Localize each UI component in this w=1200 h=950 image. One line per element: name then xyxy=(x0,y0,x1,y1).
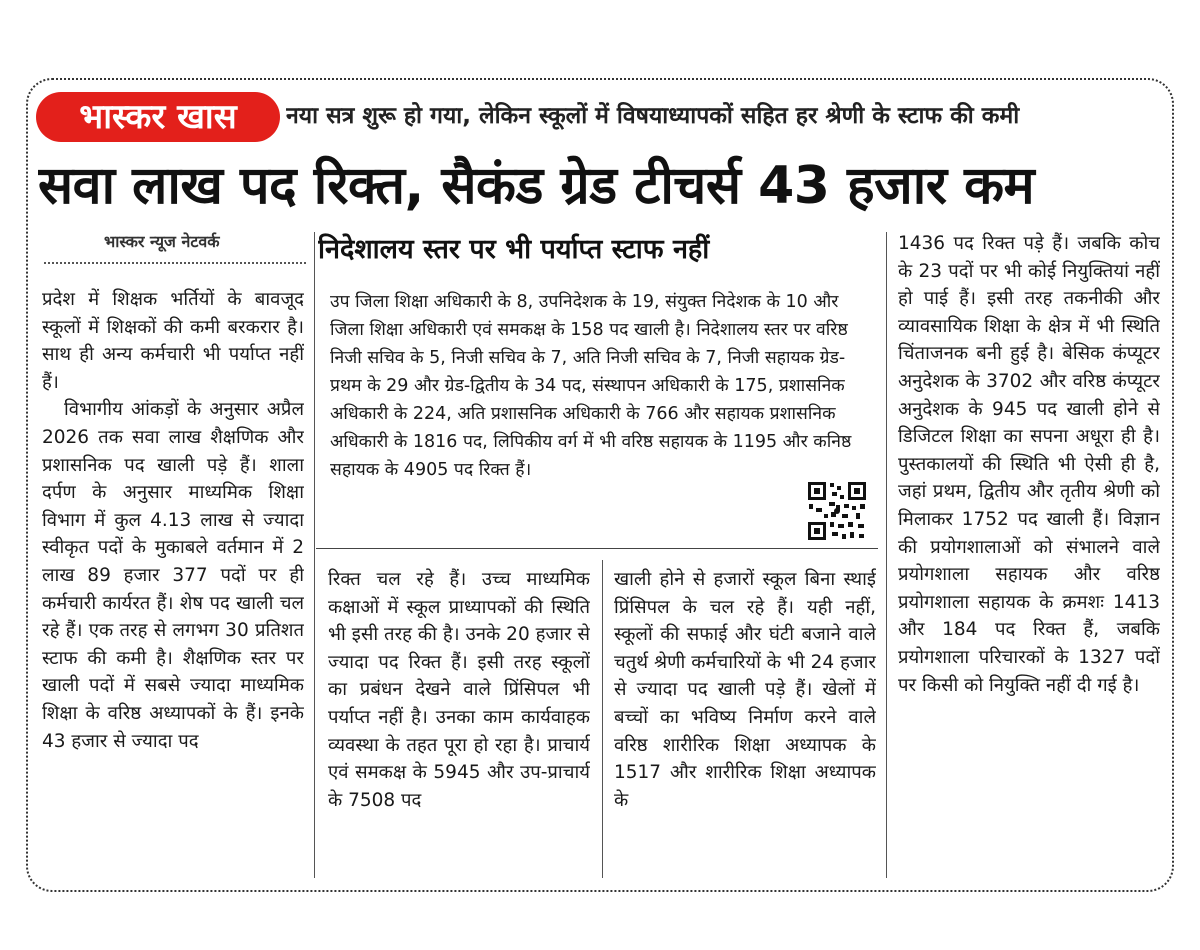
column-2: रिक्त चल रहे हैं। उच्च माध्यमिक कक्षाओं में स्कूल प्राध्यापकों की स्थिति भी इसी तरह की है। उनके 20 हजार से ज्यादा पद रिक्त हैं। इसी तरह स्कूलों का प्रबंधन देखने वाले प्रिंसिपल भी पर्याप्त नहीं है। उनका काम कार्यवाहक व्यवस्था के तहत पूरा हो रहा है। प्राचार्य एवं समकक्ष के 5945 और उप-प्राचार्य के 7508 पद xyxy=(328,569,590,811)
sub-headline: निदेशालय स्तर पर भी पर्याप्त स्टाफ नहीं xyxy=(318,234,710,265)
column-divider-1 xyxy=(314,232,315,878)
directorate-box-text: उप जिला शिक्षा अधिकारी के 8, उपनिदेशक के 19, संयुक्त निदेशक के 10 और जिला शिक्षा अधिकारी एवं समकक्ष के 158 पद खाली है। निदेशालय स्तर पर वरिष्ठ निजी सचिव के 5, निजी सचिव के 7, अति निजी सचिव के 7, निजी सहायक ग्रेड-प्रथम के 29 और ग्रेड-द्वितीय के 34 पद, संस्थापन अधिकारी के 175, प्रशासनिक अधिकारी के 224, अति प्रशासनिक अधिकारी के 766 और सहायक प्रशासनिक अधिकारी के 1816 पद, लिपिकीय वर्ग में भी वरिष्ठ सहायक के 1195 और कनिष्ठ सहायक के 4905 पद रिक्त हैं। xyxy=(330,292,852,480)
kicker-line: नया सत्र शुरू हो गया, लेकिन स्कूलों में विषयाध्यापकों सहित हर श्रेणी के स्टाफ की कमी xyxy=(286,103,1020,129)
byline: भास्कर न्यूज नेटवर्क xyxy=(104,232,220,251)
col1-paragraph-2: विभागीय आंकड़ों के अनुसार अप्रैल 2026 तक सवा लाख शैक्षणिक और प्रशासनिक पद खाली पड़े हैं। शाला दर्पण के अनुसार माध्यमिक शिक्षा विभाग में कुल 4.13 लाख से ज्यादा स्वीकृत पदों के मुकाबले वर्तमान में 2 लाख 89 हजार 377 पदों पर ही कर्मचारी कार्यरत हैं। शेष पद खाली चल रहे हैं। एक तरह से लगभग 30 प्रतिशत स्टाफ की कमी है। शैक्षणिक स्तर पर खाली पदों में सबसे ज्यादा माध्यमिक शिक्षा के वरिष्ठ अध्यापकों के हैं। इनके 43 हजार से ज्यादा पद xyxy=(42,399,304,752)
qr-code-icon xyxy=(806,480,868,542)
col1-paragraph-1: प्रदेश में शिक्षक भर्तियों के बावजूद स्कूलों में शिक्षकों की कमी बरकरार है। साथ ही अन्य कर्मचारी भी पर्याप्त नहीं हैं। xyxy=(42,289,304,393)
column-divider-2 xyxy=(602,560,603,878)
byline-divider xyxy=(44,262,306,264)
column-3: खाली होने से हजारों स्कूल बिना स्थाई प्रिंसिपल के चल रहे हैं। यही नहीं, स्कूलों की सफाई और घंटी बजाने वाले चतुर्थ श्रेणी कर्मचारियों के भी 24 हजार से ज्यादा पद खाली पड़े हैं। खेलों में बच्चों का भविष्य निर्माण करने वाले वरिष्ठ शारीरिक शिक्षा अध्यापक के 1517 और शारीरिक शिक्षा अध्यापक के xyxy=(614,569,876,811)
headline: सवा लाख पद रिक्त, सैकंड ग्रेड टीचर्स 43 हजार कम xyxy=(38,156,1035,216)
bhaskar-khas-badge: भास्कर खास xyxy=(36,92,280,142)
box-bottom-rule xyxy=(316,548,878,549)
column-divider-3 xyxy=(886,232,887,878)
column-4: 1436 पद रिक्त पड़े हैं। जबकि कोच के 23 पदों पर भी कोई नियुक्तियां नहीं हो पाई हैं। इसी तरह तकनीकी और व्यावसायिक शिक्षा के क्षेत्र में भी स्थिति चिंताजनक बनी हुई है। बेसिक कंप्यूटर अनुदेशक के 3702 और वरिष्ठ कंप्यूटर अनुदेशक के 945 पद खाली होने से डिजिटल शिक्षा का सपना अधूरा ही है। पुस्तकालयों की स्थिति भी ऐसी ही है, जहां प्रथम, द्वितीय और तृतीय श्रेणी को मिलाकर 1752 पद खाली हैं। विज्ञान की प्रयोगशालाओं को संभालने वाले प्रयोगशाला सहायक और वरिष्ठ प्रयोगशाला सहायक के क्रमशः 1413 और 184 पद रिक्त हैं, जबकि प्रयोगशाला परिचारकों के 1327 पदों पर किसी को नियुक्ति नहीं दी गई है। xyxy=(898,233,1160,696)
column-1 xyxy=(42,286,304,878)
